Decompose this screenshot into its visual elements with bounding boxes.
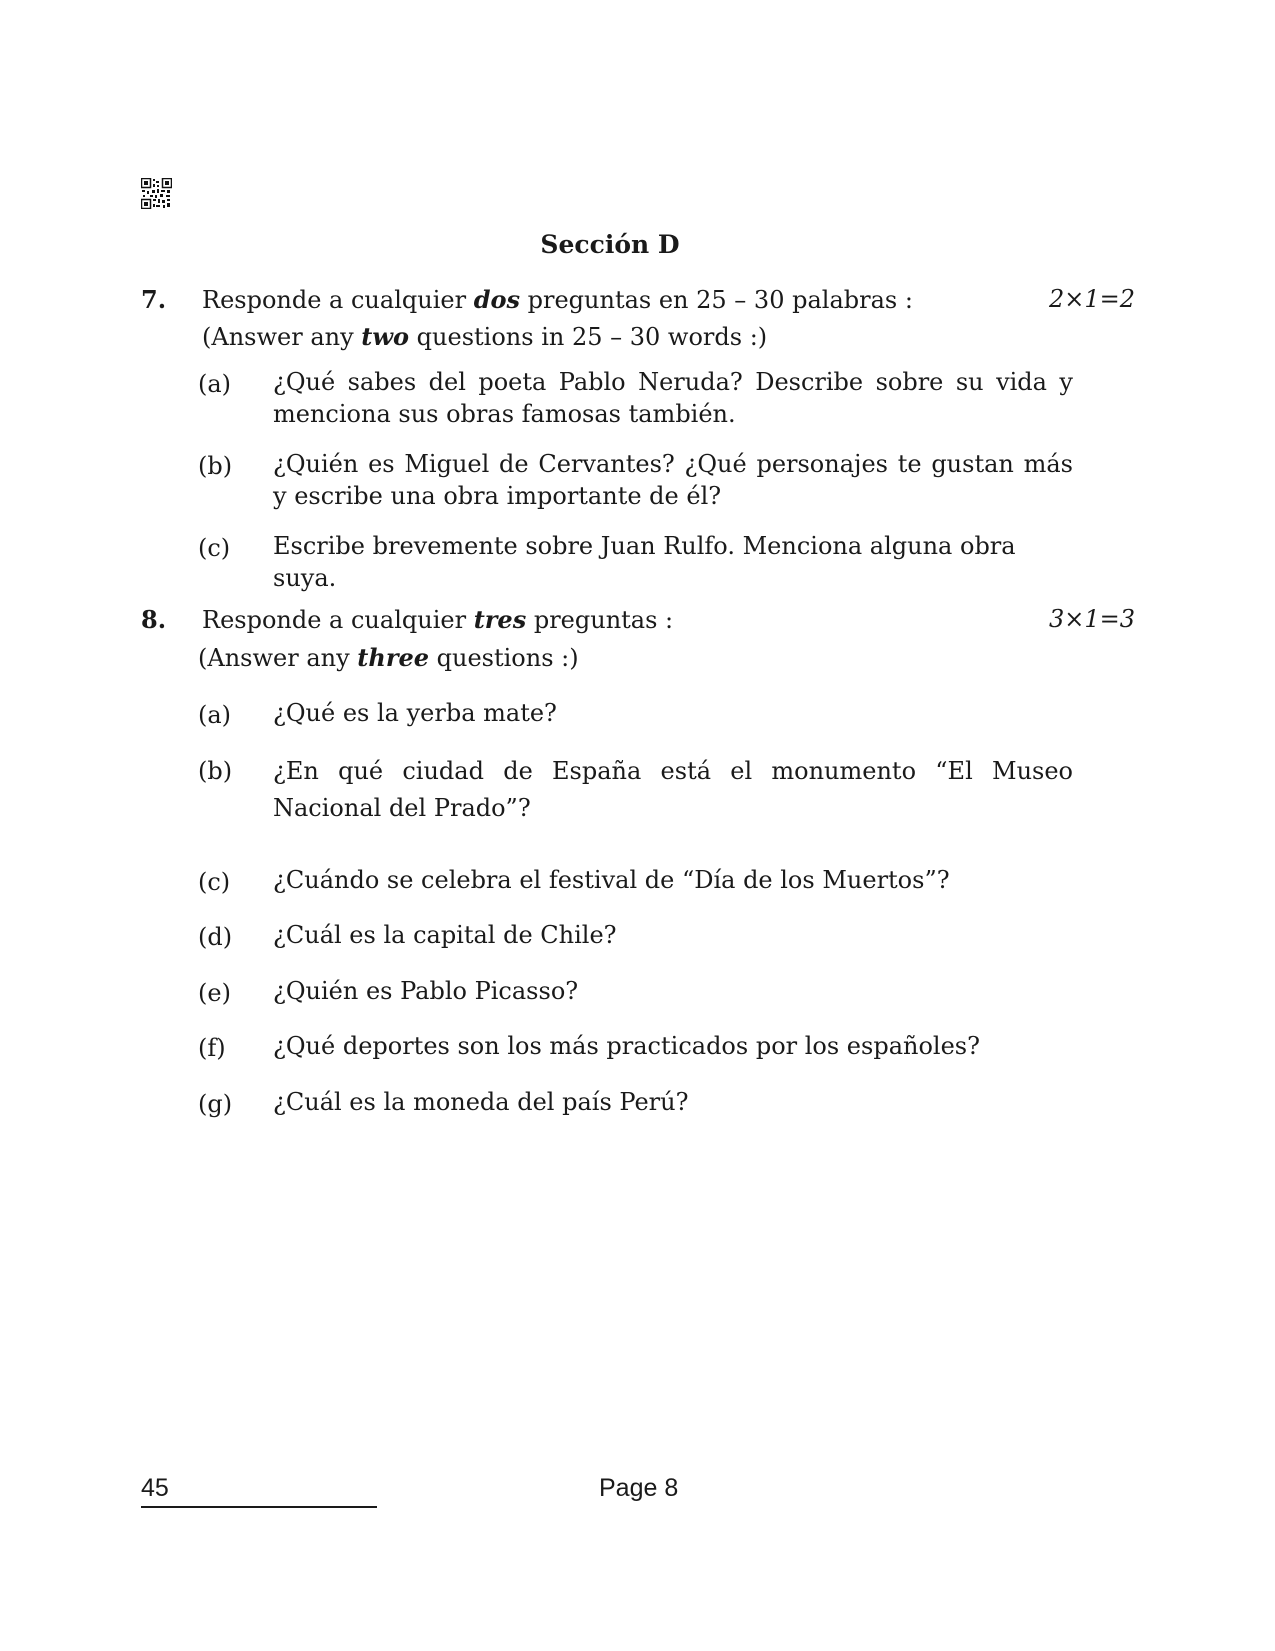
- footer-paper-code: 45: [141, 1474, 169, 1502]
- question-8d-label: (d): [198, 923, 233, 951]
- question-8f-label: (f): [198, 1034, 226, 1062]
- question-8e-text: ¿Quién es Pablo Picasso?: [273, 977, 579, 1005]
- question-7b-text: ¿Quién es Miguel de Cervantes? ¿Qué personajes te gustan más y escribe una obra importante de él?: [273, 450, 1073, 510]
- question-8-instruction: Responde a cualquier tres preguntas :: [202, 605, 674, 634]
- question-7-number: 7.: [141, 285, 167, 314]
- question-7c-label: (c): [198, 534, 231, 562]
- question-8d-text: ¿Cuál es la capital de Chile?: [273, 921, 617, 949]
- question-8b-label: (b): [198, 757, 233, 785]
- section-title: Sección D: [540, 230, 680, 259]
- question-8a-text: ¿Qué es la yerba mate?: [273, 699, 557, 727]
- question-8c-label: (c): [198, 868, 231, 896]
- question-8g-text: ¿Cuál es la moneda del país Perú?: [273, 1088, 689, 1116]
- question-7-instruction-english: (Answer any two questions in 25 – 30 words :): [202, 322, 768, 351]
- question-8-marks: 3×1=3: [1048, 605, 1135, 633]
- question-8c-text: ¿Cuándo se celebra el festival de “Día de los Muertos”?: [273, 866, 950, 894]
- question-8f-text: ¿Qué deportes son los más practicados por los españoles?: [273, 1032, 980, 1060]
- question-8e-label: (e): [198, 979, 231, 1007]
- question-7-instruction: Responde a cualquier dos preguntas en 25 – 30 palabras :: [202, 285, 913, 314]
- footer-page-number: Page 8: [599, 1474, 679, 1502]
- qr-code: [141, 178, 172, 209]
- question-8-number: 8.: [141, 605, 167, 634]
- question-7a-text: ¿Qué sabes del poeta Pablo Neruda? Describe sobre su vida y menciona sus obras famosas también.: [273, 368, 1073, 428]
- footer-divider: [141, 1506, 377, 1508]
- question-8a-label: (a): [198, 701, 232, 729]
- question-8g-label: (g): [198, 1090, 233, 1118]
- question-8-instruction-english: (Answer any three questions :): [198, 643, 579, 672]
- question-7-marks: 2×1=2: [1048, 285, 1135, 313]
- question-7c-text: Escribe brevemente sobre Juan Rulfo. Menciona alguna obra suya.: [273, 532, 1016, 592]
- question-7a-label: (a): [198, 370, 232, 398]
- question-7b-label: (b): [198, 452, 233, 480]
- question-8b-text: ¿En qué ciudad de España está el monumento “El Museo Nacional del Prado”?: [273, 757, 1073, 822]
